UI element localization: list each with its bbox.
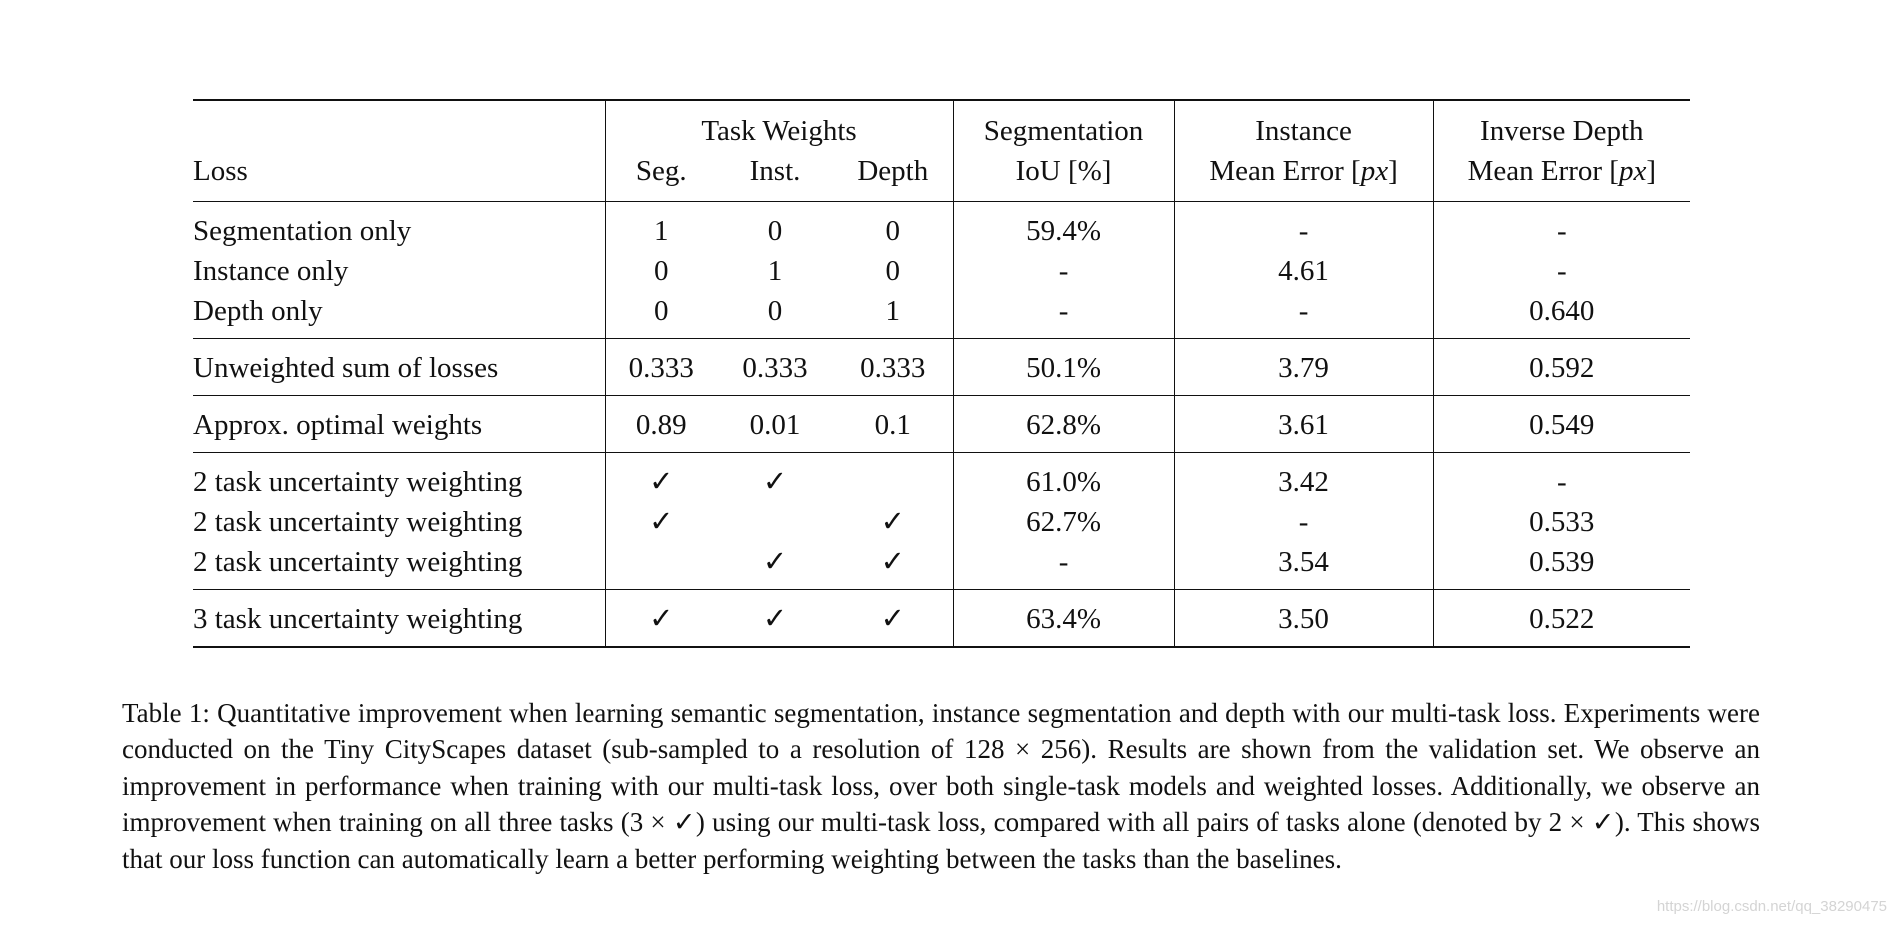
cell-seg: 0 [654,255,669,287]
header-depth: Depth [833,151,953,202]
cell-ide: 0.539 [1529,546,1595,578]
cell-depth: 0.1 [833,396,953,453]
header-ime-line2 [1174,151,1433,202]
results-table-container [193,99,1690,648]
table-row [193,502,1690,542]
table-caption: Table 1: Quantitative improvement when learning semantic segmentation, instance segmentation and depth with our multi-task loss. Experiments were conducted on the Tiny CityScapes dataset (sub-sampled to a resolution of 128 × 256). Results are shown from the validation set. We observe an improvement in performance when training with our multi-task loss, over both single-task models and weighted losses. Additionally, we observe an improvement when training on all three tasks (3 × ✓) using our multi-task loss, compared with all pairs of tasks alone (denoted by 2 × ✓). This shows that our loss function can automatically learn a better performing weighting between the tasks than the baselines. [122,698,1760,874]
cell-ime: 3.54 [1174,542,1433,590]
results-table [193,99,1690,648]
header-ide-unit: px [1618,155,1647,187]
cell-depth: 0 [833,251,953,291]
cell-ide: 0.592 [1433,339,1690,396]
header-row-1 [193,100,1690,151]
cell-ide: - [1433,202,1690,252]
cell-ime: - [1174,502,1433,542]
cell-iou: 62.7% [953,502,1174,542]
cell-ime: 3.61 [1174,396,1433,453]
cell-seg: 0 [654,295,669,327]
header-iou-line1: Segmentation [953,100,1174,151]
cell-inst [717,502,833,542]
header-ime-text: Mean Error [ [1209,155,1361,187]
cell-depth: 1 [833,291,953,339]
cell-loss: Approx. optimal weights [193,396,605,453]
header-cell-empty [193,100,605,151]
cell-iou: 62.8% [953,396,1174,453]
cell-seg: ✓ [605,590,717,648]
cell-depth: ✓ [833,542,953,590]
cell-ime: 3.79 [1174,339,1433,396]
cell-loss: 2 task uncertainty weighting [193,502,605,542]
header-seg: Seg. [635,155,687,187]
cell-loss: 2 task uncertainty weighting [193,542,605,590]
header-task-weights: Task Weights [605,100,953,151]
header-ime-unit: px [1360,155,1389,187]
cell-seg: 0.89 [605,396,717,453]
header-ide-line1: Inverse Depth [1433,100,1690,151]
cell-ime: - [1174,202,1433,252]
header-ide-text: Mean Error [ [1467,155,1619,187]
cell-ide: 0.522 [1433,590,1690,648]
cell-inst: 0 [767,295,783,327]
cell-loss: Depth only [193,291,605,339]
cell-inst: ✓ [717,590,833,648]
header-inst: Inst. [749,155,801,187]
cell-loss: Unweighted sum of losses [193,339,605,396]
cell-inst: 0.01 [717,396,833,453]
cell-depth: ✓ [833,590,953,648]
cell-ime: 3.50 [1174,590,1433,648]
header-ide-close: ] [1646,155,1656,187]
watermark: https://blog.csdn.net/qq_38290475 [1656,898,1887,915]
cell-depth: 0 [833,202,953,252]
header-ime-line1: Instance [1174,100,1433,151]
cell-inst: 0 [717,202,833,252]
header-ide-line2 [1433,151,1690,202]
cell-ime: - [1174,291,1433,339]
cell-seg: 0.333 [605,339,717,396]
cell-ide: - [1556,255,1567,287]
cell-loss: 2 task uncertainty weighting [193,453,605,503]
cell-ide: 0.549 [1433,396,1690,453]
cell-ime: 4.61 [1174,251,1433,291]
cell-loss: Segmentation only [193,202,605,252]
cell-iou: 63.4% [953,590,1174,648]
cell-ide: - [1433,453,1690,503]
cell-depth: 0.333 [833,339,953,396]
cell-seg: ✓ [605,453,717,503]
cell-loss: 3 task uncertainty weighting [193,590,605,648]
cell-iou: 61.0% [953,453,1174,503]
cell-depth [833,453,953,503]
table-row [193,291,1690,339]
cell-depth: ✓ [833,502,953,542]
table-row [193,396,1690,453]
cell-iou: - [953,291,1174,339]
table-row [193,453,1690,503]
cell-ime: 3.42 [1174,453,1433,503]
header-loss: Loss [193,151,605,202]
cell-ide: 0.533 [1529,506,1595,538]
header-iou-line2: IoU [%] [953,151,1174,202]
cell-iou: 50.1% [953,339,1174,396]
cell-iou: - [953,251,1174,291]
cell-seg: 1 [605,202,717,252]
header-ime-close: ] [1388,155,1398,187]
cell-iou: 59.4% [953,202,1174,252]
table-row [193,339,1690,396]
table-row [193,542,1690,590]
table-row [193,251,1690,291]
cell-loss: Instance only [193,251,605,291]
cell-iou: - [953,542,1174,590]
cell-inst: 0.333 [717,339,833,396]
cell-seg [605,542,717,590]
table-row [193,590,1690,648]
cell-inst: 1 [767,255,783,287]
cell-inst: ✓ [717,453,833,503]
cell-ide: 0.640 [1529,295,1595,327]
cell-inst: ✓ [762,546,788,578]
cell-seg: ✓ [649,506,674,538]
table-row [193,202,1690,252]
header-row-2 [193,151,1690,202]
